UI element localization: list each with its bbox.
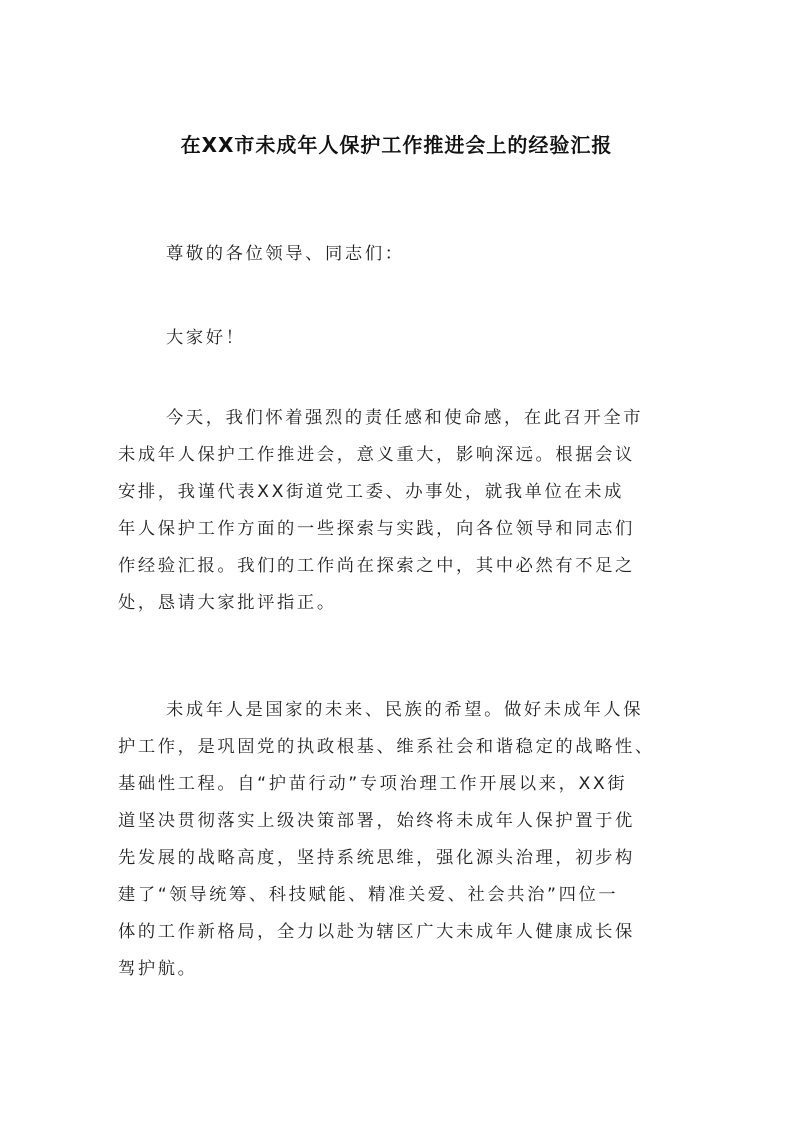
paragraph-line: 建了“领导统筹、科技赋能、精准关爱、社会共治”四位一: [118, 885, 619, 905]
paragraph-line: 作经验汇报。我们的工作尚在探索之中，其中必然有不足之: [118, 556, 635, 576]
paragraph-line: 基础性工程。自“护苗行动”专项治理工作开展以来，XX街: [118, 774, 628, 794]
salutation: [118, 236, 676, 273]
paragraph-2: [118, 692, 676, 988]
paragraph-line: 处，恳请大家批评指正。: [118, 593, 337, 613]
paragraph-line: 今天，我们怀着强烈的责任感和使命感，在此召开全市: [166, 408, 644, 428]
document-title: 在XX市未成年人保护工作推进会上的经验汇报: [180, 133, 613, 157]
paragraph-line: 道坚决贯彻落实上级决策部署，始终将未成年人保护置于优: [118, 811, 635, 831]
paragraph-line: 驾护航。: [118, 959, 198, 979]
paragraph-1: [118, 400, 676, 622]
paragraph-line: 体的工作新格局，全力以赴为辖区广大未成年人健康成长保: [118, 922, 635, 942]
paragraph-line: 未成年人是国家的未来、民族的希望。做好未成年人保: [166, 700, 644, 720]
paragraph-line: 护工作，是巩固党的执政根基、维系社会和谐稳定的战略性、: [118, 737, 655, 757]
salutation-text: 尊敬的各位领导、同志们：: [166, 244, 405, 264]
greeting: [118, 320, 676, 357]
paragraph-line: 安排，我谨代表XX街道党工委、办事处，就我单位在未成: [118, 482, 625, 502]
paragraph-line: 先发展的战略高度，坚持系统思维，强化源头治理，初步构: [118, 848, 635, 868]
paragraph-line: 未成年人保护工作推进会，意义重大，影响深远。根据会议: [118, 445, 635, 465]
paragraph-line: 年人保护工作方面的一些探索与实践，向各位领导和同志们: [118, 519, 635, 539]
greeting-text: 大家好！: [166, 328, 246, 348]
